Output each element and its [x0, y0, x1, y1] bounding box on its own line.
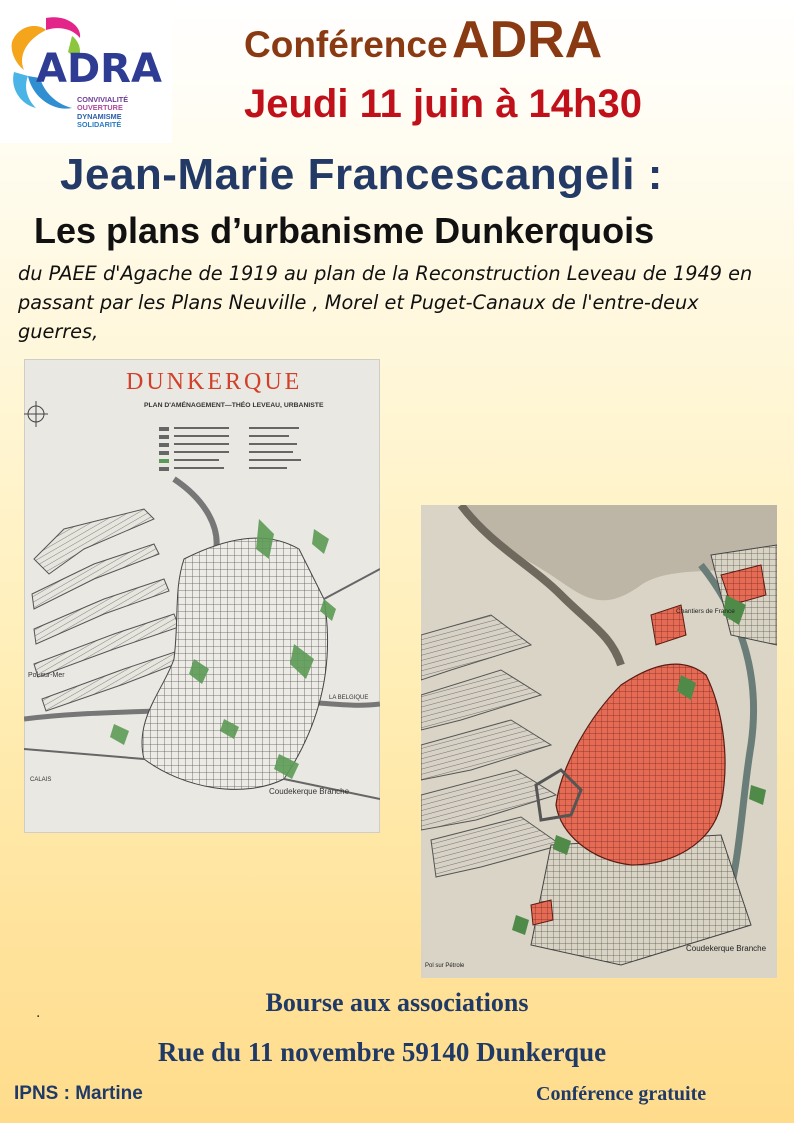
speaker-name: Jean-Marie Francescangeli :: [60, 150, 663, 199]
adra-logo: [0, 0, 172, 143]
map1-label-south-west: CALAIS: [30, 777, 52, 783]
map1-label-east: LA BELGIQUE: [329, 695, 369, 701]
logo-tagline: CONVIVIALITÉ: [77, 95, 129, 104]
map-photo-leveau-plan: [24, 359, 380, 833]
ipns-note: IPNS : Martine: [14, 1083, 143, 1104]
title-brand: ADRA: [452, 11, 603, 69]
event-date: Jeudi 11 juin à 14h30: [244, 82, 642, 126]
map2-label-south-east: Coudekerque Branche: [686, 944, 767, 953]
free-entry-note: Conférence gratuite: [536, 1083, 707, 1105]
venue-name: Bourse aux associations: [265, 988, 529, 1017]
logo-wordmark: ADRA: [36, 46, 162, 92]
conference-title: [244, 10, 764, 70]
map1-label-south-east: Coudekerque Branche: [269, 787, 350, 796]
map-photo-reconstruction-plan: [421, 505, 777, 978]
talk-description: du PAEE d'Agache de 1919 au plan de la Reconstruction Leveau de 1949 en passant par les Plans Neuville , Morel et Puget-Canaux de l'entre-deux guerres,: [18, 262, 753, 343]
talk-title: Les plans d’urbanisme Dunkerquois: [34, 210, 655, 251]
logo-tagline: DYNAMISME: [77, 111, 122, 121]
title-prefix: Conférence: [244, 24, 448, 65]
venue-address: Rue du 11 novembre 59140 Dunkerque: [157, 1037, 607, 1067]
logo-taglines: [77, 96, 128, 130]
map1-label-west: Pol-sur-Mer: [28, 672, 65, 679]
map2-label-north-east: Chantiers de France: [676, 608, 735, 615]
map1-heading: DUNKERQUE: [126, 369, 303, 395]
map2-label-south-west: Pol sur Pétrole: [425, 963, 465, 969]
venue-dot: .: [36, 1004, 41, 1021]
map1-subheading: PLAN D'AMÉNAGEMENT—THÉO LEVEAU, URBANISTE: [144, 402, 324, 409]
logo-tagline: OUVERTURE: [77, 103, 123, 113]
logo-tagline: SOLIDARITÉ: [77, 120, 122, 130]
